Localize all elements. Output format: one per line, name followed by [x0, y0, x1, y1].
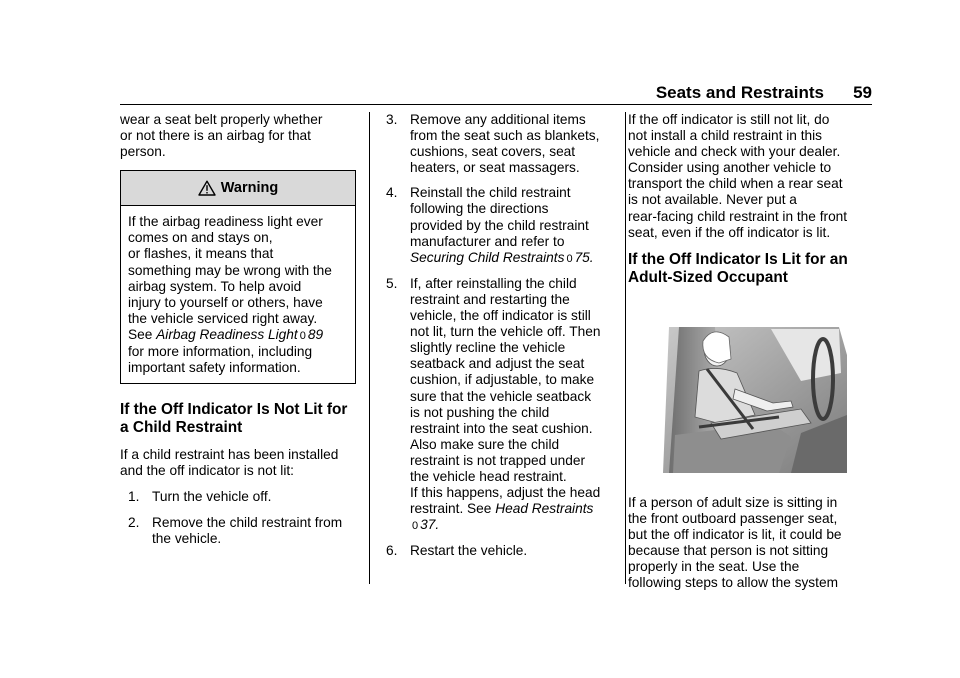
text-line: sure that the vehicle seatback: [410, 388, 592, 404]
section-heading: [628, 251, 876, 287]
heading-line: If the Off Indicator Is Not Lit for: [120, 401, 348, 419]
text-line: heaters, or seat massagers.: [410, 160, 580, 176]
page-ref-number[interactable]: 75: [574, 249, 590, 265]
text-line: transport the child when a rear seat: [628, 176, 843, 192]
warning-body: [121, 206, 355, 383]
text-line: Also make sure the child: [410, 436, 560, 452]
list-item: [386, 543, 618, 559]
list-item: [386, 276, 618, 535]
steps-list: [386, 112, 618, 559]
warning-header: [121, 171, 355, 206]
text-line: slightly recline the vehicle: [410, 340, 566, 356]
paragraph: [628, 112, 876, 241]
list-text: [152, 489, 356, 505]
text-line: Remove the child restraint from: [152, 514, 343, 530]
text-line: is not available. Never put a: [628, 192, 797, 208]
column-1: [120, 112, 356, 556]
list-text: [410, 543, 618, 559]
list-item: [120, 515, 356, 547]
text-line: the front outboard passenger seat,: [628, 510, 838, 526]
steps-list: [120, 489, 356, 546]
text-line: If, after reinstalling the child: [410, 275, 577, 291]
heading-line: Adult-Sized Occupant: [628, 268, 788, 286]
text-line: Restart the vehicle.: [410, 543, 528, 559]
text-line: If a person of adult size is sitting in: [628, 494, 838, 510]
text-span: .: [435, 517, 440, 533]
text-line: properly in the seat. Use the: [628, 559, 800, 575]
list-number: 6.: [386, 543, 398, 559]
text-line: Remove any additional items: [410, 112, 586, 127]
list-number: 2.: [128, 514, 140, 530]
text-line: following steps to allow the system: [628, 575, 838, 591]
column-divider: [625, 112, 626, 584]
text-line: vehicle, the off indicator is still: [410, 308, 591, 324]
text-line: something may be wrong with the: [128, 262, 332, 278]
text-line: restraint and restarting the: [410, 291, 570, 307]
list-number: 4.: [386, 185, 398, 201]
heading-line: If the Off Indicator Is Lit for an: [628, 250, 848, 268]
text-line: restraint into the seat cushion.: [410, 420, 593, 436]
list-text: [410, 276, 618, 535]
text-line: If a child restraint has been installed: [120, 447, 339, 463]
column-divider: [369, 112, 370, 584]
text-line: vehicle and check with your dealer.: [628, 144, 841, 160]
text-line: rear-facing child restraint in the front: [628, 208, 848, 224]
list-number: 5.: [386, 275, 398, 291]
text-span: .: [589, 249, 594, 265]
text-line: or flashes, it means that: [128, 246, 274, 262]
see-reference-line: [128, 327, 349, 344]
warning-box: [120, 170, 356, 384]
text-line: comes on and stays on,: [128, 230, 273, 246]
text-line: If this happens, adjust the head: [410, 485, 601, 501]
head-restraints-link[interactable]: Head Restraints: [495, 501, 594, 517]
text-line: wear a seat belt properly whether: [120, 112, 323, 127]
text-span: See: [128, 326, 157, 342]
list-item: [386, 185, 618, 266]
text-line: Consider using another vehicle to: [628, 160, 832, 176]
text-line: airbag system. To help avoid: [128, 278, 302, 294]
text-line: seat, even if the off indicator is lit.: [628, 224, 831, 240]
text-line: manufacturer and refer to: [410, 233, 565, 249]
text-line: not install a child restraint in this: [628, 128, 822, 144]
reference-page-line: [410, 517, 618, 534]
text-line: important safety information.: [128, 360, 301, 376]
text-line: or not there is an airbag for that: [120, 128, 311, 144]
column-2: [386, 112, 618, 568]
text-line: and the off indicator is not lit:: [120, 463, 294, 479]
column-3: [628, 112, 876, 601]
paragraph: [628, 495, 876, 592]
warning-title: Warning: [220, 180, 279, 197]
text-line: the vehicle.: [152, 530, 222, 546]
reference-line: [410, 250, 618, 267]
text-line: for more information, including: [128, 344, 313, 360]
text-line: provided by the child restraint: [410, 217, 589, 233]
paragraph: [120, 447, 356, 479]
text-line: person.: [120, 144, 166, 160]
text-line: Turn the vehicle off.: [152, 489, 272, 505]
text-line: cushions, seat covers, seat: [410, 144, 576, 160]
list-number: 3.: [386, 112, 398, 127]
text-line: not lit, turn the vehicle off. Then: [410, 324, 601, 340]
list-text: [410, 112, 618, 176]
list-number: 1.: [128, 489, 140, 505]
text-line: but the off indicator is lit, it could be: [628, 527, 842, 543]
section-title: Seats and Restraints: [655, 83, 824, 102]
heading-line: a Child Restraint: [120, 419, 243, 437]
text-line: If the airbag readiness light ever: [128, 214, 323, 230]
text-line: following the directions: [410, 201, 549, 217]
adult-occupant-illustration: [651, 319, 847, 473]
page-number: 59: [853, 83, 872, 102]
text-line: because that person is not sitting: [628, 543, 829, 559]
text-line: restraint is not trapped under: [410, 452, 585, 468]
text-line: the vehicle head restraint.: [410, 468, 567, 484]
intro-paragraph: [120, 112, 356, 160]
page-ref-icon: 0: [299, 329, 306, 342]
text-span: restraint. See: [410, 501, 496, 517]
page-ref-icon: 0: [412, 520, 419, 533]
text-line: If the off indicator is still not lit, do: [628, 112, 830, 127]
list-item: [386, 112, 618, 176]
securing-child-restraints-link[interactable]: Securing Child Restraints: [410, 249, 565, 265]
reference-line: [410, 501, 618, 517]
text-line: cushion, if adjustable, to make: [410, 372, 595, 388]
page-header: [120, 84, 872, 105]
list-item: [120, 489, 356, 505]
list-text: [152, 515, 356, 547]
page-ref-number[interactable]: 37: [420, 517, 436, 533]
text-line: seatback and adjust the seat: [410, 356, 585, 372]
warning-triangle-icon: [198, 180, 216, 196]
airbag-readiness-light-link[interactable]: Airbag Readiness Light: [156, 326, 298, 342]
text-line: Reinstall the child restraint: [410, 185, 571, 201]
section-heading: [120, 401, 356, 437]
text-line: injury to yourself or others, have: [128, 294, 323, 310]
text-line: from the seat such as blankets,: [410, 128, 600, 144]
page-ref-number[interactable]: 89: [307, 326, 324, 342]
text-line: is not pushing the child: [410, 404, 550, 420]
page-ref-icon: 0: [566, 252, 573, 265]
list-text: [410, 185, 618, 266]
text-line: the vehicle serviced right away.: [128, 310, 318, 326]
